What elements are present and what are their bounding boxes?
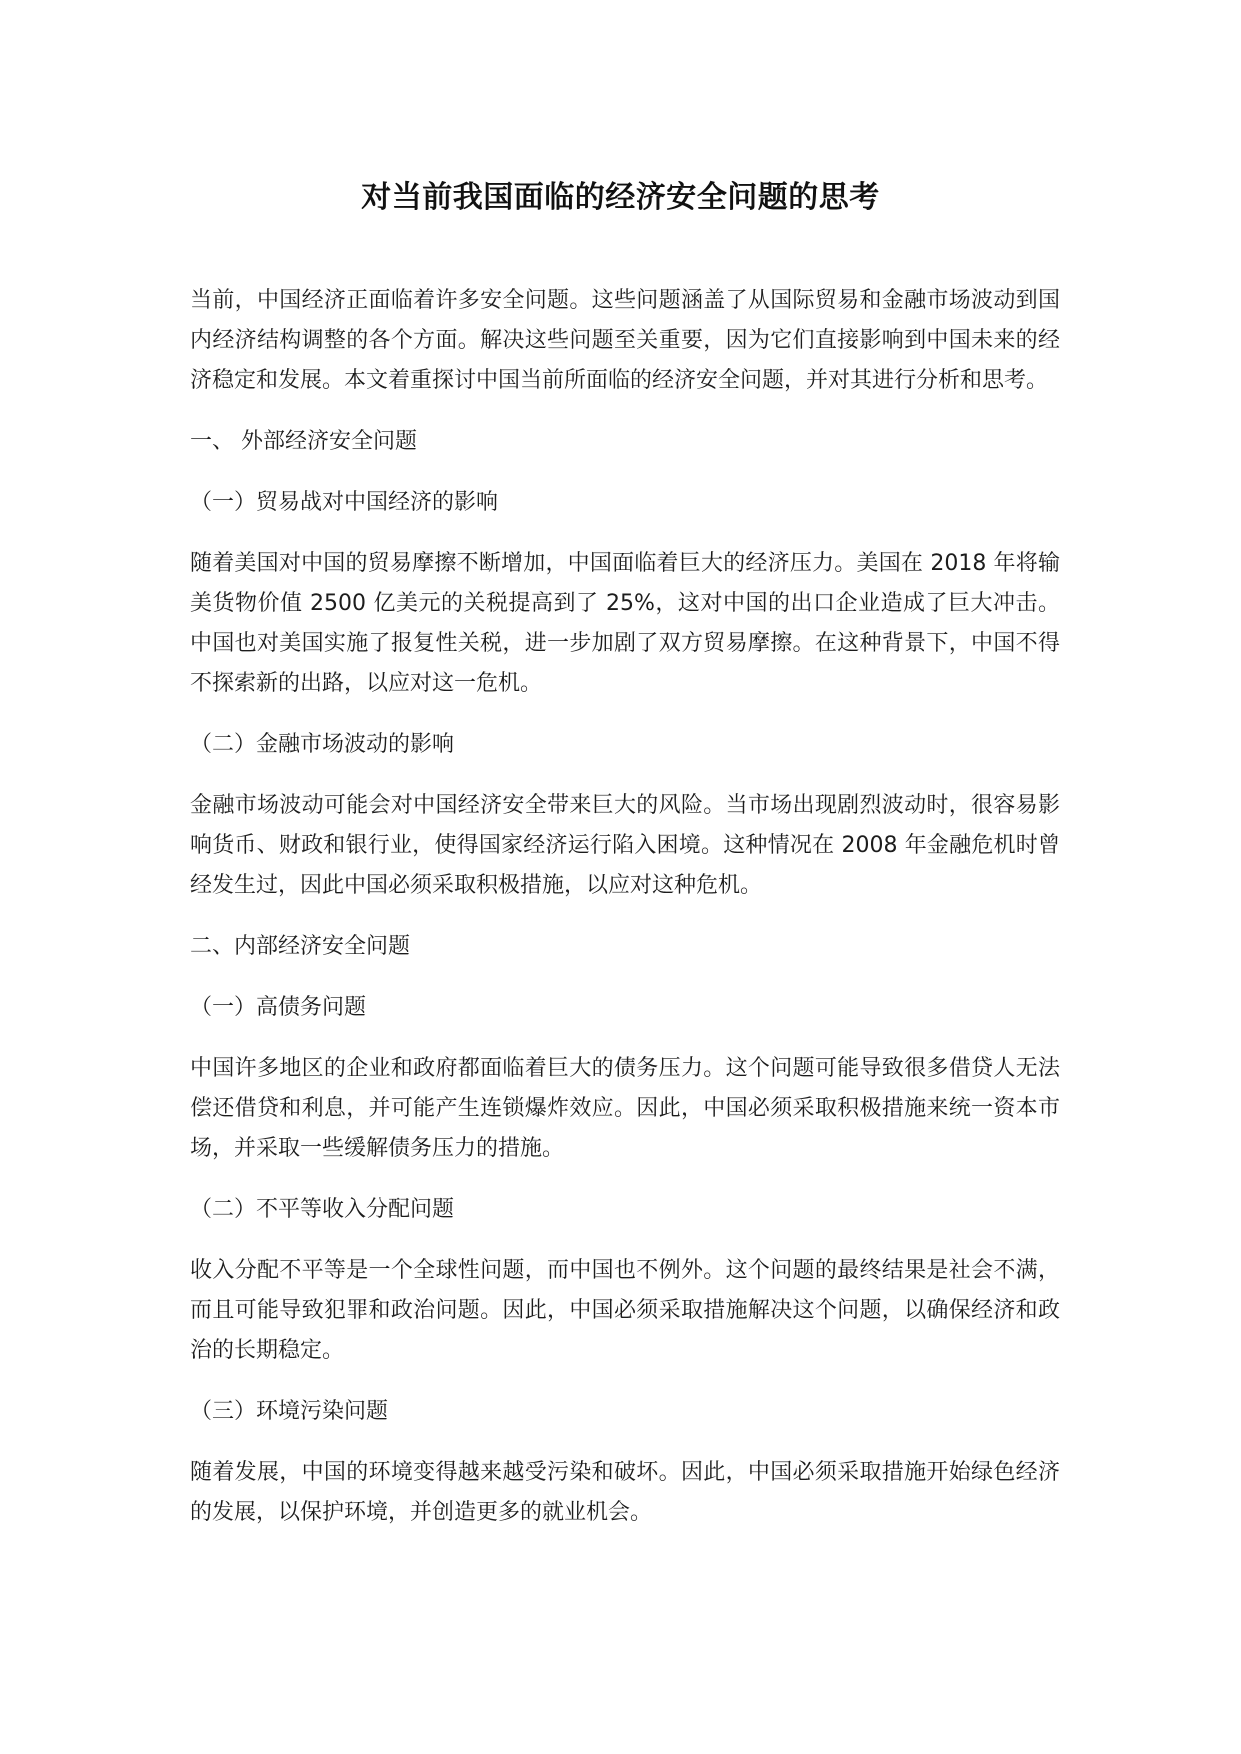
paragraph-financial-market: 金融市场波动可能会对中国经济安全带来巨大的风险。当市场出现剧烈波动时，很容易影响货币、财政和银行业，使得国家经济运行陷入困境。这种情况在 2008 年金融危机时曾经发生过，因此中国必须采取积极措施，以应对这种危机。 (190, 793, 1060, 898)
section-heading-external: 一、 外部经济安全问题 (190, 429, 417, 454)
paragraph-trade-war: 随着美国对中国的贸易摩擦不断增加，中国面临着巨大的经济压力。美国在 2018 年将输美货物价值 2500 亿美元的关税提高到了 25%，这对中国的出口企业造成了巨大冲击。中国也对美国实施了报复性关税，进一步加剧了双方贸易摩擦。在这种背景下，中国不得不探索新的出路，以应对这一危机。 (190, 551, 1060, 696)
document-title: 对当前我国面临的经济安全问题的思考 (361, 180, 880, 215)
paragraph-pollution: 随着发展，中国的环境变得越来越受污染和破坏。因此，中国必须采取措施开始绿色经济的发展，以保护环境，并创造更多的就业机会。 (190, 1460, 1060, 1525)
intro-paragraph: 当前，中国经济正面临着许多安全问题。这些问题涵盖了从国际贸易和金融市场波动到国内经济结构调整的各个方面。解决这些问题至关重要，因为它们直接影响到中国未来的经济稳定和发展。本文着重探讨中国当前所面临的经济安全问题，并对其进行分析和思考。 (190, 288, 1060, 393)
paragraph-income-inequality: 收入分配不平等是一个全球性问题，而中国也不例外。这个问题的最终结果是社会不满，而且可能导致犯罪和政治问题。因此，中国必须采取措施解决这个问题，以确保经济和政治的长期稳定。 (190, 1258, 1060, 1363)
document-body (190, 281, 1060, 1554)
subheading-financial-market: （二）金融市场波动的影响 (190, 732, 455, 757)
subheading-pollution: （三）环境污染问题 (190, 1399, 389, 1424)
subheading-trade-war: （一）贸易战对中国经济的影响 (190, 490, 499, 515)
paragraph-high-debt: 中国许多地区的企业和政府都面临着巨大的债务压力。这个问题可能导致很多借贷人无法偿还借贷和利息，并可能产生连锁爆炸效应。因此，中国必须采取积极措施来统一资本市场，并采取一些缓解债务压力的措施。 (190, 1056, 1060, 1161)
subheading-income-inequality: （二）不平等收入分配问题 (190, 1197, 455, 1222)
subheading-high-debt: （一）高债务问题 (190, 995, 367, 1020)
section-heading-internal: 二、内部经济安全问题 (190, 934, 411, 959)
